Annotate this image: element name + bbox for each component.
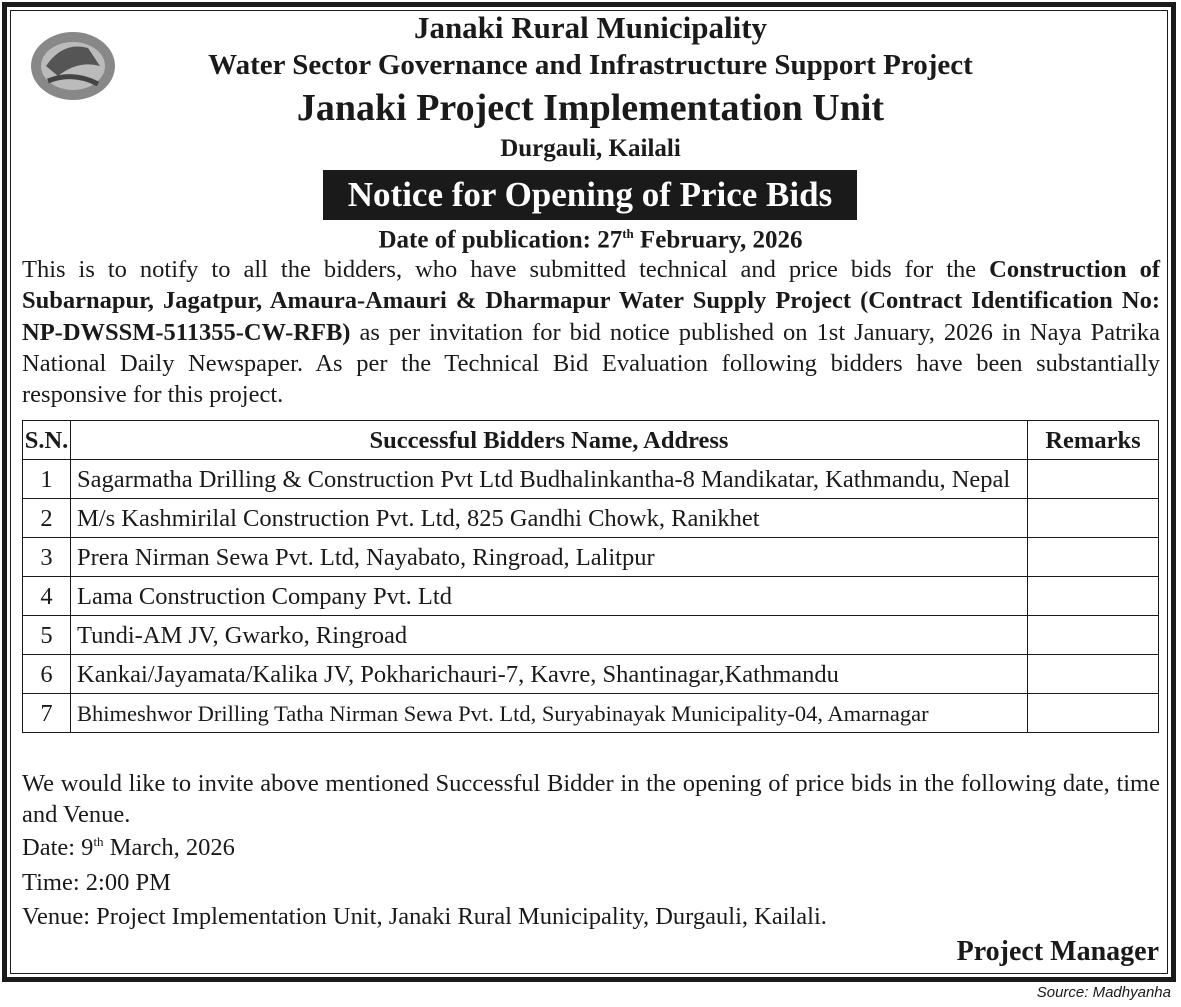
opening-time: Time: 2:00 PM [22,869,171,896]
table-row [23,616,1159,655]
row-sn: 6 [23,655,71,694]
row-remarks [1028,499,1159,538]
row-bidder: Kankai/Jayamata/Kalika JV, Pokharichauri-7, Kavre, Shantinagar,Kathmandu [71,655,1028,694]
table-row [23,694,1159,733]
table-row [23,655,1159,694]
row-remarks [1028,694,1159,733]
location: Durgauli, Kailali [500,135,681,162]
project-name: Water Sector Governance and Infrastructure Support Project [208,49,973,81]
row-sn: 2 [23,499,71,538]
bidders-table [22,420,1159,733]
row-sn: 1 [23,460,71,499]
row-sn: 3 [23,538,71,577]
row-remarks [1028,538,1159,577]
source-credit: Source: Madhyanha [1036,984,1171,1001]
row-remarks [1028,655,1159,694]
row-remarks [1028,577,1159,616]
header-remarks: Remarks [1028,421,1159,460]
table-row [23,577,1159,616]
row-remarks [1028,460,1159,499]
municipality-name: Janaki Rural Municipality [413,10,768,45]
publication-date: Date of publication: 27th February, 2026 [378,226,803,254]
row-bidder: Tundi-AM JV, Gwarko, Ringroad [71,616,1028,655]
venue: Venue: Project Implementation Unit, Janaki Rural Municipality, Durgauli, Kailali. [22,903,827,930]
row-bidder: Prera Nirman Sewa Pvt. Ltd, Nayabato, Ringroad, Lalitpur [71,538,1028,577]
row-sn: 7 [23,694,71,733]
intro-paragraph: This is to notify to all the bidders, who have submitted technical and price bids for the Construction of Subarnapur, Jagatpur, Amaura-Amauri & Dharmapur Water Supply Project (Contract Identification No: NP-DWSSM-511355-CW-RFB) as per invitation for bid notice published on 1st January, 2026 in Naya Patrika National Daily Newspaper. As per the Technical Bid Evaluation following bidders have been substantially responsive for this project. [22,256,1160,409]
header-name: Successful Bidders Name, Address [71,421,1028,460]
row-sn: 4 [23,577,71,616]
row-bidder: Sagarmatha Drilling & Construction Pvt Ltd Budhalinkantha-8 Mandikatar, Kathmandu, Nepal [71,460,1028,499]
row-bidder: M/s Kashmirilal Construction Pvt. Ltd, 825 Gandhi Chowk, Ranikhet [71,499,1028,538]
signature: Project Manager [956,936,1159,967]
unit-name: Janaki Project Implementation Unit [296,87,885,129]
row-bidder: Lama Construction Company Pvt. Ltd [71,577,1028,616]
row-remarks [1028,616,1159,655]
table-row [23,499,1159,538]
row-bidder: Bhimeshwor Drilling Tatha Nirman Sewa Pvt. Ltd, Suryabinayak Municipality-04, Amarnagar [71,694,1028,733]
invite-paragraph: We would like to invite above mentioned Successful Bidder in the opening of price bids in the following date, time and Venue. [22,770,1160,829]
table-row [23,460,1159,499]
notice-title: Notice for Opening of Price Bids [323,170,857,220]
table-row [23,538,1159,577]
row-sn: 5 [23,616,71,655]
header-sn: S.N. [23,421,71,460]
opening-date: Date: 9th March, 2026 [22,834,235,862]
